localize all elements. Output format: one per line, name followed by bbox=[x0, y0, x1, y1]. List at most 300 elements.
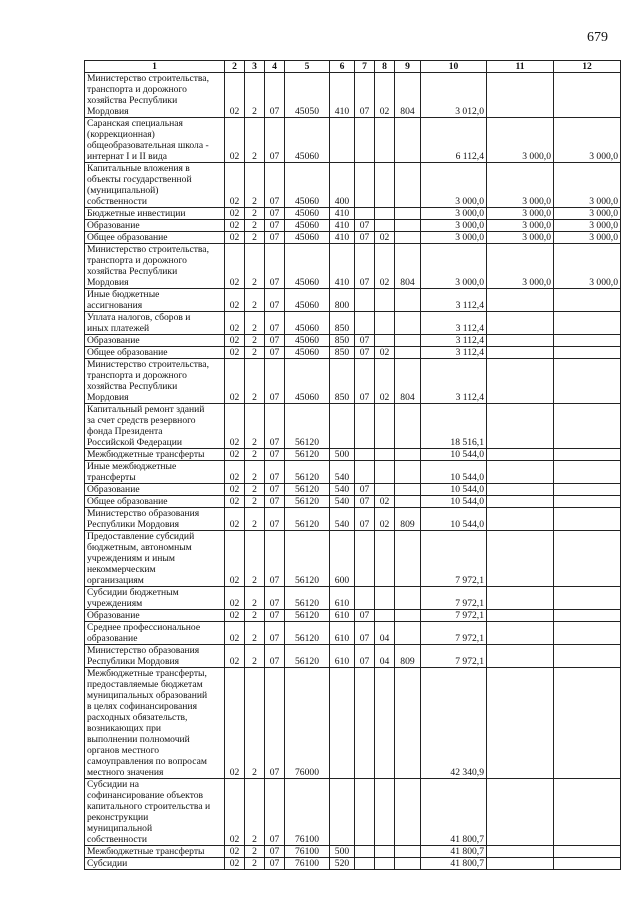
code-cell: 56120 bbox=[285, 404, 330, 449]
table-row bbox=[85, 208, 621, 220]
code-cell: 02 bbox=[375, 232, 395, 244]
code-cell: 2 bbox=[245, 645, 265, 668]
amount-cell bbox=[554, 347, 621, 359]
code-cell: 02 bbox=[225, 208, 245, 220]
code-cell: 02 bbox=[225, 312, 245, 335]
row-name-cell: Министерство строительства, транспорта и дорожного хозяйства Республики Мордовия bbox=[85, 244, 225, 289]
code-cell: 07 bbox=[265, 461, 285, 484]
code-cell: 2 bbox=[245, 118, 265, 163]
code-cell: 02 bbox=[225, 449, 245, 461]
table-row bbox=[85, 335, 621, 347]
code-cell bbox=[355, 118, 375, 163]
code-cell: 2 bbox=[245, 587, 265, 610]
code-cell: 2 bbox=[245, 461, 265, 484]
amount-cell bbox=[554, 858, 621, 870]
code-cell: 07 bbox=[265, 668, 285, 779]
code-cell: 07 bbox=[355, 335, 375, 347]
amount-cell bbox=[487, 668, 554, 779]
code-cell: 07 bbox=[355, 347, 375, 359]
code-cell bbox=[355, 587, 375, 610]
amount-cell: 41 800,7 bbox=[421, 779, 487, 846]
code-cell: 45060 bbox=[285, 312, 330, 335]
code-cell: 56120 bbox=[285, 449, 330, 461]
table-row bbox=[85, 359, 621, 404]
code-cell: 07 bbox=[265, 232, 285, 244]
amount-cell: 3 112,4 bbox=[421, 347, 487, 359]
row-name-cell: Субсидии бюджетным учреждениям bbox=[85, 587, 225, 610]
code-cell: 540 bbox=[330, 508, 355, 531]
amount-cell bbox=[487, 531, 554, 587]
code-cell: 02 bbox=[225, 232, 245, 244]
code-cell: 45060 bbox=[285, 118, 330, 163]
code-cell: 45060 bbox=[285, 289, 330, 312]
code-cell: 02 bbox=[225, 858, 245, 870]
amount-cell bbox=[487, 622, 554, 645]
table-row bbox=[85, 668, 621, 779]
amount-cell: 3 000,0 bbox=[554, 232, 621, 244]
code-cell: 07 bbox=[265, 404, 285, 449]
table-row bbox=[85, 622, 621, 645]
code-cell: 2 bbox=[245, 484, 265, 496]
code-cell: 02 bbox=[225, 163, 245, 208]
code-cell: 07 bbox=[355, 232, 375, 244]
amount-cell bbox=[487, 496, 554, 508]
code-cell: 804 bbox=[395, 73, 421, 118]
header-cell: 9 bbox=[395, 61, 421, 73]
code-cell: 07 bbox=[355, 622, 375, 645]
code-cell: 07 bbox=[355, 359, 375, 404]
header-cell: 2 bbox=[225, 61, 245, 73]
code-cell bbox=[395, 208, 421, 220]
amount-cell bbox=[554, 622, 621, 645]
code-cell bbox=[375, 846, 395, 858]
amount-cell: 7 972,1 bbox=[421, 645, 487, 668]
code-cell bbox=[355, 668, 375, 779]
code-cell bbox=[375, 531, 395, 587]
row-name-cell: Министерство строительства, транспорта и дорожного хозяйства Республики Мордовия bbox=[85, 73, 225, 118]
amount-cell: 42 340,9 bbox=[421, 668, 487, 779]
table-row bbox=[85, 163, 621, 208]
amount-cell: 10 544,0 bbox=[421, 496, 487, 508]
code-cell: 56120 bbox=[285, 587, 330, 610]
code-cell: 07 bbox=[355, 508, 375, 531]
code-cell: 2 bbox=[245, 404, 265, 449]
code-cell: 2 bbox=[245, 846, 265, 858]
amount-cell bbox=[554, 484, 621, 496]
code-cell: 2 bbox=[245, 610, 265, 622]
row-name-cell: Образование bbox=[85, 484, 225, 496]
code-cell bbox=[395, 232, 421, 244]
code-cell: 850 bbox=[330, 359, 355, 404]
code-cell: 02 bbox=[375, 508, 395, 531]
code-cell: 02 bbox=[225, 484, 245, 496]
code-cell: 2 bbox=[245, 508, 265, 531]
code-cell: 02 bbox=[225, 118, 245, 163]
amount-cell bbox=[554, 668, 621, 779]
amount-cell bbox=[554, 404, 621, 449]
code-cell: 45050 bbox=[285, 73, 330, 118]
row-name-cell: Саранская специальная (коррекционная) общеобразовательная школа - интернат I и II вида bbox=[85, 118, 225, 163]
header-cell: 10 bbox=[421, 61, 487, 73]
code-cell bbox=[395, 461, 421, 484]
code-cell: 02 bbox=[225, 220, 245, 232]
amount-cell bbox=[487, 846, 554, 858]
table-row bbox=[85, 73, 621, 118]
amount-cell bbox=[487, 587, 554, 610]
code-cell: 07 bbox=[265, 508, 285, 531]
code-cell: 02 bbox=[225, 347, 245, 359]
code-cell: 07 bbox=[265, 347, 285, 359]
code-cell: 07 bbox=[265, 779, 285, 846]
amount-cell bbox=[554, 335, 621, 347]
code-cell: 07 bbox=[265, 118, 285, 163]
table-row bbox=[85, 779, 621, 846]
row-name-cell: Министерство образования Республики Мордовия bbox=[85, 645, 225, 668]
code-cell bbox=[395, 610, 421, 622]
row-name-cell: Среднее профессиональное образование bbox=[85, 622, 225, 645]
amount-cell: 3 000,0 bbox=[487, 208, 554, 220]
row-name-cell: Образование bbox=[85, 610, 225, 622]
table-row bbox=[85, 531, 621, 587]
code-cell: 76000 bbox=[285, 668, 330, 779]
row-name-cell: Министерство образования Республики Мордовия bbox=[85, 508, 225, 531]
amount-cell: 3 000,0 bbox=[421, 232, 487, 244]
amount-cell: 3 000,0 bbox=[554, 163, 621, 208]
row-name-cell: Общее образование bbox=[85, 347, 225, 359]
code-cell: 07 bbox=[355, 220, 375, 232]
code-cell bbox=[395, 347, 421, 359]
code-cell bbox=[395, 484, 421, 496]
amount-cell: 41 800,7 bbox=[421, 858, 487, 870]
code-cell: 45060 bbox=[285, 208, 330, 220]
table-row bbox=[85, 484, 621, 496]
code-cell: 2 bbox=[245, 858, 265, 870]
code-cell: 400 bbox=[330, 163, 355, 208]
code-cell: 02 bbox=[225, 289, 245, 312]
code-cell bbox=[355, 404, 375, 449]
code-cell: 610 bbox=[330, 610, 355, 622]
code-cell: 2 bbox=[245, 163, 265, 208]
code-cell: 2 bbox=[245, 244, 265, 289]
row-name-cell: Иные межбюджетные трансферты bbox=[85, 461, 225, 484]
amount-cell: 41 800,7 bbox=[421, 846, 487, 858]
code-cell: 07 bbox=[265, 289, 285, 312]
code-cell: 04 bbox=[375, 645, 395, 668]
amount-cell: 3 000,0 bbox=[487, 163, 554, 208]
code-cell bbox=[355, 163, 375, 208]
code-cell bbox=[375, 118, 395, 163]
code-cell: 07 bbox=[355, 73, 375, 118]
amount-cell bbox=[554, 531, 621, 587]
amount-cell bbox=[554, 496, 621, 508]
code-cell: 804 bbox=[395, 244, 421, 289]
amount-cell: 7 972,1 bbox=[421, 587, 487, 610]
code-cell: 500 bbox=[330, 449, 355, 461]
amount-cell: 3 000,0 bbox=[487, 244, 554, 289]
amount-cell: 3 000,0 bbox=[487, 232, 554, 244]
row-name-cell: Иные бюджетные ассигнования bbox=[85, 289, 225, 312]
code-cell: 2 bbox=[245, 220, 265, 232]
code-cell: 76100 bbox=[285, 779, 330, 846]
code-cell: 2 bbox=[245, 359, 265, 404]
row-name-cell: Межбюджетные трансферты, предоставляемые бюджетам муниципальных образований в целях софинансирования расходных обязательств, возникающих при выполнении полномочий органов местного самоуправления по вопросам местного значения bbox=[85, 668, 225, 779]
code-cell bbox=[395, 587, 421, 610]
code-cell: 02 bbox=[225, 587, 245, 610]
code-cell: 2 bbox=[245, 312, 265, 335]
code-cell: 45060 bbox=[285, 347, 330, 359]
amount-cell: 3 112,4 bbox=[421, 359, 487, 404]
code-cell bbox=[355, 846, 375, 858]
code-cell: 02 bbox=[375, 496, 395, 508]
code-cell: 07 bbox=[265, 846, 285, 858]
code-cell: 02 bbox=[225, 779, 245, 846]
code-cell: 02 bbox=[375, 244, 395, 289]
amount-cell: 3 000,0 bbox=[421, 208, 487, 220]
amount-cell: 3 112,4 bbox=[421, 289, 487, 312]
amount-cell: 3 000,0 bbox=[487, 118, 554, 163]
row-name-cell: Капитальные вложения в объекты государственной (муниципальной) собственности bbox=[85, 163, 225, 208]
code-cell bbox=[395, 289, 421, 312]
code-cell: 02 bbox=[225, 645, 245, 668]
table-row bbox=[85, 461, 621, 484]
row-name-cell: Предоставление субсидий бюджетным, автономным учреждениям и иным некоммерческим организациям bbox=[85, 531, 225, 587]
amount-cell bbox=[487, 858, 554, 870]
row-name-cell: Общее образование bbox=[85, 496, 225, 508]
code-cell: 850 bbox=[330, 312, 355, 335]
code-cell bbox=[355, 208, 375, 220]
code-cell bbox=[395, 779, 421, 846]
code-cell: 45060 bbox=[285, 232, 330, 244]
code-cell bbox=[395, 846, 421, 858]
code-cell bbox=[375, 220, 395, 232]
header-cell: 1 bbox=[85, 61, 225, 73]
code-cell bbox=[375, 289, 395, 312]
code-cell: 800 bbox=[330, 289, 355, 312]
row-name-cell: Образование bbox=[85, 220, 225, 232]
code-cell bbox=[375, 779, 395, 846]
amount-cell: 3 000,0 bbox=[554, 244, 621, 289]
amount-cell bbox=[554, 359, 621, 404]
code-cell bbox=[395, 531, 421, 587]
code-cell: 07 bbox=[355, 610, 375, 622]
header-cell: 6 bbox=[330, 61, 355, 73]
code-cell: 2 bbox=[245, 496, 265, 508]
code-cell: 07 bbox=[265, 858, 285, 870]
code-cell: 2 bbox=[245, 335, 265, 347]
code-cell bbox=[395, 622, 421, 645]
code-cell: 02 bbox=[225, 335, 245, 347]
code-cell: 520 bbox=[330, 858, 355, 870]
code-cell: 07 bbox=[355, 645, 375, 668]
code-cell: 45060 bbox=[285, 359, 330, 404]
row-name-cell: Межбюджетные трансферты bbox=[85, 846, 225, 858]
code-cell: 2 bbox=[245, 73, 265, 118]
amount-cell bbox=[554, 846, 621, 858]
code-cell bbox=[375, 858, 395, 870]
code-cell bbox=[395, 163, 421, 208]
amount-cell: 3 112,4 bbox=[421, 312, 487, 335]
code-cell: 07 bbox=[265, 359, 285, 404]
header-cell: 8 bbox=[375, 61, 395, 73]
code-cell bbox=[395, 118, 421, 163]
amount-cell: 10 544,0 bbox=[421, 484, 487, 496]
code-cell: 02 bbox=[225, 404, 245, 449]
code-cell bbox=[395, 312, 421, 335]
code-cell: 07 bbox=[355, 244, 375, 289]
code-cell: 02 bbox=[225, 508, 245, 531]
code-cell: 45060 bbox=[285, 244, 330, 289]
amount-cell: 6 112,4 bbox=[421, 118, 487, 163]
code-cell: 07 bbox=[265, 312, 285, 335]
code-cell bbox=[355, 531, 375, 587]
table-row bbox=[85, 496, 621, 508]
row-name-cell: Капитальный ремонт зданий за счет средств резервного фонда Президента Российской Федерации bbox=[85, 404, 225, 449]
code-cell: 76100 bbox=[285, 846, 330, 858]
code-cell: 76100 bbox=[285, 858, 330, 870]
code-cell: 540 bbox=[330, 461, 355, 484]
code-cell: 2 bbox=[245, 531, 265, 587]
code-cell: 56120 bbox=[285, 496, 330, 508]
amount-cell: 3 000,0 bbox=[421, 244, 487, 289]
code-cell: 02 bbox=[225, 73, 245, 118]
code-cell bbox=[375, 335, 395, 347]
row-name-cell: Общее образование bbox=[85, 232, 225, 244]
row-name-cell: Образование bbox=[85, 335, 225, 347]
code-cell bbox=[395, 220, 421, 232]
row-name-cell: Министерство строительства, транспорта и дорожного хозяйства Республики Мордовия bbox=[85, 359, 225, 404]
header-cell: 3 bbox=[245, 61, 265, 73]
amount-cell bbox=[554, 508, 621, 531]
code-cell bbox=[330, 668, 355, 779]
table-row bbox=[85, 645, 621, 668]
code-cell: 07 bbox=[265, 449, 285, 461]
code-cell: 02 bbox=[225, 668, 245, 779]
code-cell: 2 bbox=[245, 232, 265, 244]
code-cell: 02 bbox=[375, 359, 395, 404]
code-cell: 610 bbox=[330, 622, 355, 645]
row-name-cell: Уплата налогов, сборов и иных платежей bbox=[85, 312, 225, 335]
code-cell bbox=[330, 404, 355, 449]
page-number: 679 bbox=[587, 30, 608, 45]
code-cell: 2 bbox=[245, 779, 265, 846]
amount-cell bbox=[554, 645, 621, 668]
code-cell: 56120 bbox=[285, 645, 330, 668]
row-name-cell: Бюджетные инвестиции bbox=[85, 208, 225, 220]
code-cell: 2 bbox=[245, 449, 265, 461]
code-cell: 56120 bbox=[285, 622, 330, 645]
table-row bbox=[85, 289, 621, 312]
code-cell: 56120 bbox=[285, 508, 330, 531]
amount-cell bbox=[487, 359, 554, 404]
amount-cell: 3 000,0 bbox=[554, 208, 621, 220]
code-cell bbox=[375, 404, 395, 449]
code-cell bbox=[355, 858, 375, 870]
code-cell: 07 bbox=[265, 244, 285, 289]
table-row bbox=[85, 232, 621, 244]
table-row bbox=[85, 610, 621, 622]
code-cell: 600 bbox=[330, 531, 355, 587]
code-cell: 540 bbox=[330, 484, 355, 496]
amount-cell: 7 972,1 bbox=[421, 622, 487, 645]
code-cell: 45060 bbox=[285, 163, 330, 208]
code-cell bbox=[395, 335, 421, 347]
amount-cell bbox=[487, 610, 554, 622]
code-cell bbox=[375, 312, 395, 335]
code-cell: 02 bbox=[225, 622, 245, 645]
code-cell: 45060 bbox=[285, 335, 330, 347]
code-cell bbox=[330, 118, 355, 163]
code-cell: 07 bbox=[265, 335, 285, 347]
header-cell: 12 bbox=[554, 61, 621, 73]
code-cell: 07 bbox=[265, 73, 285, 118]
code-cell: 07 bbox=[265, 531, 285, 587]
amount-cell bbox=[487, 779, 554, 846]
amount-cell: 3 000,0 bbox=[421, 163, 487, 208]
code-cell: 02 bbox=[225, 359, 245, 404]
code-cell bbox=[395, 449, 421, 461]
table-row bbox=[85, 508, 621, 531]
amount-cell bbox=[487, 73, 554, 118]
code-cell: 500 bbox=[330, 846, 355, 858]
table-row bbox=[85, 220, 621, 232]
code-cell: 02 bbox=[375, 347, 395, 359]
table-row bbox=[85, 587, 621, 610]
code-cell bbox=[355, 312, 375, 335]
code-cell: 2 bbox=[245, 208, 265, 220]
code-cell: 410 bbox=[330, 208, 355, 220]
code-cell: 02 bbox=[225, 244, 245, 289]
amount-cell: 3 000,0 bbox=[554, 118, 621, 163]
table-row bbox=[85, 858, 621, 870]
amount-cell: 18 516,1 bbox=[421, 404, 487, 449]
amount-cell bbox=[487, 645, 554, 668]
code-cell: 07 bbox=[355, 496, 375, 508]
amount-cell: 3 000,0 bbox=[421, 220, 487, 232]
amount-cell: 7 972,1 bbox=[421, 610, 487, 622]
code-cell: 2 bbox=[245, 347, 265, 359]
code-cell: 56120 bbox=[285, 531, 330, 587]
table-row bbox=[85, 846, 621, 858]
code-cell: 2 bbox=[245, 668, 265, 779]
code-cell: 07 bbox=[265, 220, 285, 232]
amount-cell: 10 544,0 bbox=[421, 449, 487, 461]
code-cell: 02 bbox=[225, 461, 245, 484]
header-cell: 5 bbox=[285, 61, 330, 73]
header-cell: 7 bbox=[355, 61, 375, 73]
code-cell bbox=[355, 461, 375, 484]
table-row bbox=[85, 312, 621, 335]
amount-cell bbox=[487, 461, 554, 484]
code-cell: 410 bbox=[330, 244, 355, 289]
amount-cell bbox=[487, 508, 554, 531]
table-row bbox=[85, 449, 621, 461]
code-cell bbox=[330, 779, 355, 846]
code-cell bbox=[395, 668, 421, 779]
code-cell bbox=[375, 484, 395, 496]
code-cell bbox=[355, 289, 375, 312]
table-row bbox=[85, 118, 621, 163]
code-cell: 56120 bbox=[285, 484, 330, 496]
code-cell: 07 bbox=[265, 484, 285, 496]
code-cell: 07 bbox=[355, 484, 375, 496]
code-cell bbox=[375, 449, 395, 461]
amount-cell bbox=[554, 73, 621, 118]
code-cell: 02 bbox=[375, 73, 395, 118]
code-cell: 809 bbox=[395, 508, 421, 531]
code-cell bbox=[395, 858, 421, 870]
code-cell: 04 bbox=[375, 622, 395, 645]
amount-cell bbox=[487, 335, 554, 347]
